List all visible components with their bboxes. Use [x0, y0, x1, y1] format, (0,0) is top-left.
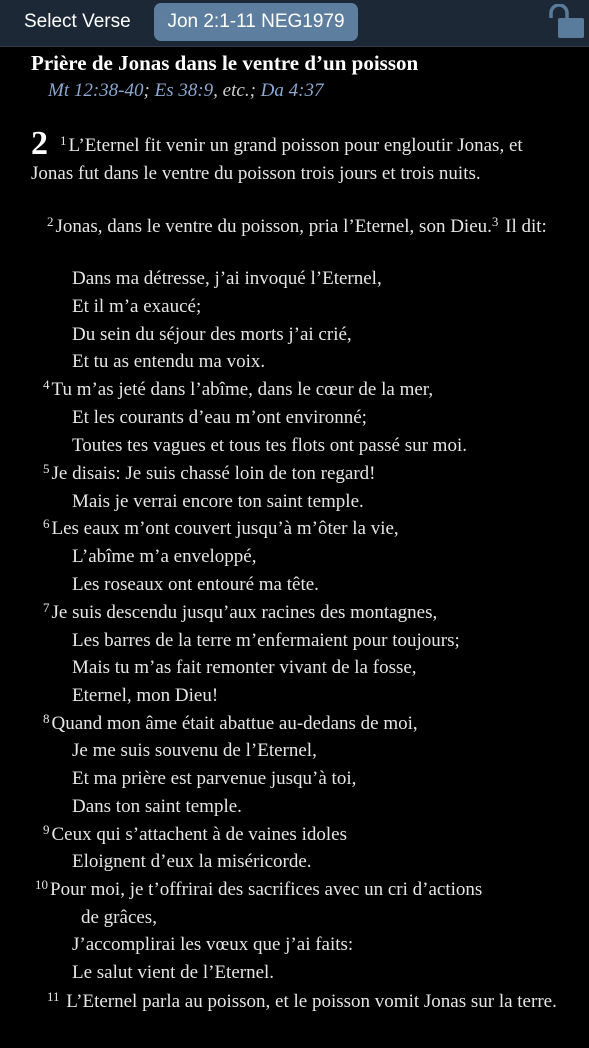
poetry-line: Eternel, mon Dieu! [72, 685, 219, 706]
poetry-line: Dans ma détresse, j’ai invoqué l’Eternel, [72, 268, 382, 289]
poetry-line: Mais tu m’as fait remonter vivant de la fosse, [72, 657, 417, 678]
verse-number: 3 [491, 214, 499, 229]
verse-8[interactable]: $^8$ Quand mon âme était abattue au-dedans de moi, [43, 711, 418, 734]
reference-button[interactable]: Jon 2:1-11 NEG1979 [154, 3, 358, 41]
cross-references: Mt 12:38-40; Es 38:9, etc.; Da 4:37 [48, 80, 324, 101]
poetry-line: Les barres de la terre m’enfermaient pour toujours; [72, 630, 460, 651]
verse-number: 9 [43, 822, 50, 837]
verse-9[interactable]: $^9$ Ceux qui s’attachent à de vaines idoles [43, 822, 347, 845]
verse-text: L’Eternel fit venir un grand poisson pour engloutir Jonas, et Jonas fut dans le ventre du poisson trois jours et trois nuits. [31, 135, 523, 184]
select-verse-button[interactable]: Select Verse [24, 11, 131, 32]
poetry-line: Le salut vient de l’Eternel. [72, 962, 275, 983]
verse-10[interactable]: $^{10}$ Pour moi, je t’offrirai des sacrifices avec un cri d’actions [35, 877, 483, 900]
poetry-line: Toutes tes vagues et tous tes flots ont passé sur moi. [72, 435, 467, 456]
verse-2[interactable] [31, 213, 561, 241]
verse-number: 8 [43, 711, 50, 726]
poetry-line: Et ma prière est parvenue jusqu’à toi, [72, 768, 357, 789]
verse-6[interactable]: $^6$ Les eaux m’ont couvert jusqu’à m’ôter la vie, [43, 516, 399, 539]
xref-link[interactable]: Mt 12:38-40 [48, 80, 144, 101]
poetry-line: Et il m’a exaucé; [72, 296, 202, 317]
poetry-line: Eloignent d’eux la miséricorde. [72, 851, 312, 872]
poetry-line: Mais je verrai encore ton saint temple. [72, 491, 364, 512]
unlock-icon[interactable] [548, 4, 586, 40]
xref-link[interactable]: Es 38:9 [154, 80, 214, 101]
xref-link[interactable]: Da 4:37 [260, 80, 324, 101]
verse-number: 6 [43, 516, 50, 531]
verse-number: 7 [43, 600, 50, 615]
verse-11[interactable] [31, 988, 561, 1016]
verse-number: 11 [47, 989, 60, 1004]
verse-7[interactable]: $^7$ Je suis descendu jusqu’aux racines des montagnes, [43, 600, 438, 623]
verse-text: Jonas, dans le ventre du poisson, pria l’Eternel, son Dieu. [55, 216, 492, 237]
chapter-number: 2 [31, 125, 48, 162]
poetry-line: Les roseaux ont entouré ma tête. [72, 574, 319, 595]
poetry-line: L’abîme m’a enveloppé, [72, 546, 257, 567]
top-toolbar [0, 0, 589, 47]
verse-1[interactable] [31, 125, 561, 187]
poetry-line: Et tu as entendu ma voix. [72, 351, 266, 372]
verse-text: L’Eternel parla au poisson, et le poisson vomit Jonas sur la terre. [66, 991, 557, 1012]
verse-text: Il dit: [505, 216, 547, 237]
poetry-line: J’accomplirai les vœux que j’ai faits: [72, 934, 354, 955]
poetry-line: de grâces, [81, 907, 157, 928]
poetry-line: Et les courants d’eau m’ont environné; [72, 407, 367, 428]
verse-number: 4 [43, 377, 50, 392]
verse-number: 1 [60, 133, 67, 148]
poetry-line: Dans ton saint temple. [72, 796, 242, 817]
poetry-line: Du sein du séjour des morts j’ai crié, [72, 324, 352, 345]
verse-5[interactable]: $^5$ Je disais: Je suis chassé loin de ton regard! [43, 461, 376, 484]
verse-4[interactable]: $^4$ Tu m’as jeté dans l’abîme, dans le cœur de la mer, [43, 377, 434, 400]
verse-number: 2 [47, 214, 54, 229]
section-heading: Prière de Jonas dans le ventre d’un poisson [31, 51, 419, 75]
xref-etc: etc. [222, 80, 250, 101]
verse-number: 10 [35, 877, 48, 892]
verse-number: 5 [43, 461, 50, 476]
poetry-line: Je me suis souvenu de l’Eternel, [72, 740, 317, 761]
